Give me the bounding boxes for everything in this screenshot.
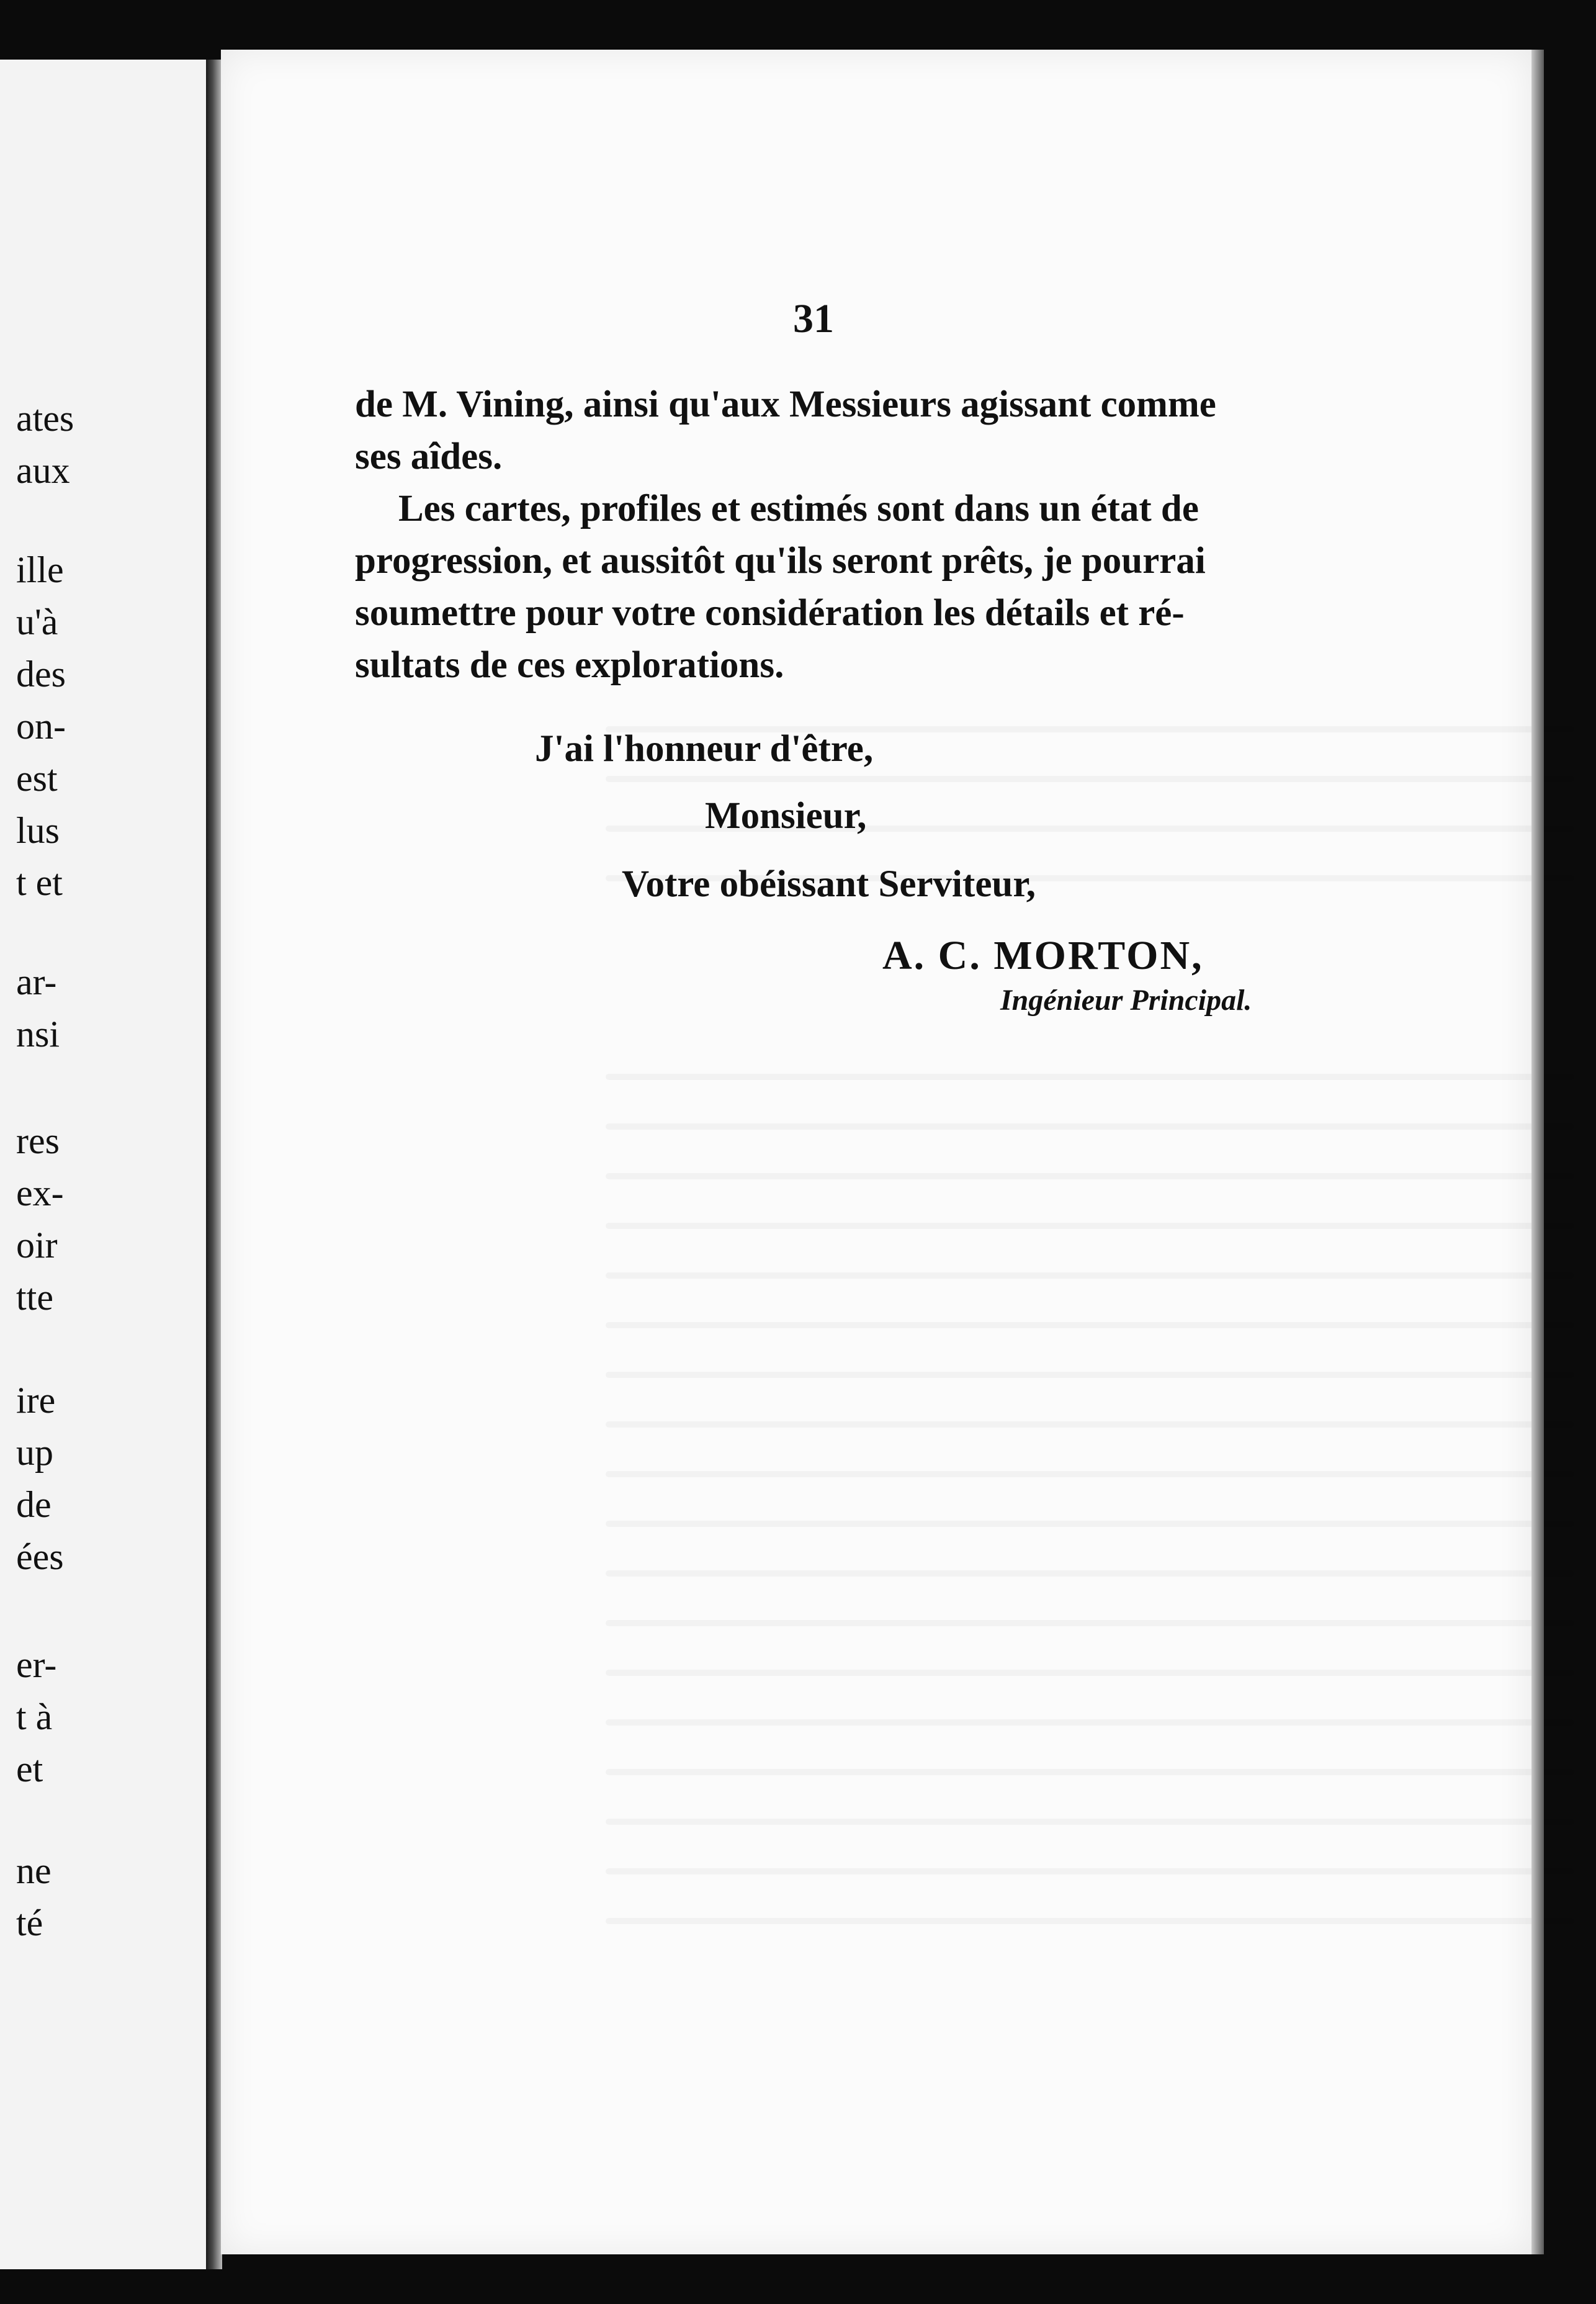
left-page-fragment: t à <box>16 1696 53 1737</box>
book-gutter <box>206 60 222 2269</box>
show-through-line <box>606 1819 1574 1825</box>
closing-servant: Votre obéissant Serviteur, <box>622 863 1036 905</box>
show-through-line <box>606 1223 1574 1229</box>
left-page-fragment: aux <box>16 450 70 491</box>
left-page-fragment: de <box>16 1484 52 1525</box>
left-page-fragment: ar- <box>16 961 57 1002</box>
left-page-fragment: up <box>16 1432 53 1473</box>
body-line: sultats de ces explorations. <box>355 644 784 686</box>
left-page-fragment: ire <box>16 1380 56 1421</box>
show-through-line <box>606 1074 1574 1080</box>
show-through-line <box>606 1570 1574 1577</box>
show-through-line <box>606 1918 1574 1924</box>
page-number: 31 <box>793 296 834 341</box>
body-line: progression, et aussitôt qu'ils seront prêts, je pourrai <box>355 540 1206 582</box>
show-through-line <box>606 776 1574 782</box>
left-page-fragment: ne <box>16 1850 52 1891</box>
body-line: soumettre pour votre considération les détails et ré- <box>355 592 1185 634</box>
show-through-line <box>606 1620 1574 1626</box>
show-through-line <box>606 1272 1574 1279</box>
closing-address: Monsieur, <box>705 795 867 837</box>
left-page-fragment: res <box>16 1120 60 1161</box>
left-page-fragment: té <box>16 1902 43 1943</box>
show-through-line <box>606 1123 1574 1130</box>
left-page-fragment: ille <box>16 549 64 590</box>
show-through-line <box>606 1670 1574 1676</box>
show-through-line <box>606 1471 1574 1477</box>
show-through-line <box>606 1868 1574 1874</box>
left-page-fragment: ées <box>16 1536 64 1577</box>
left-page-fragment: er- <box>16 1644 57 1685</box>
show-through-line <box>606 1719 1574 1726</box>
signature-title: Ingénieur Principal. <box>1000 984 1252 1017</box>
left-page-fragment: ex- <box>16 1172 64 1213</box>
show-through-line <box>606 1372 1574 1378</box>
show-through-line <box>606 1769 1574 1775</box>
left-page-fragment: on- <box>16 706 66 747</box>
left-page-fragment: lus <box>16 810 60 851</box>
left-page-fragment: tte <box>16 1277 53 1318</box>
left-page-fragment: t et <box>16 862 63 903</box>
show-through-line <box>606 1521 1574 1527</box>
body-line: de M. Vining, ainsi qu'aux Messieurs agissant comme <box>355 384 1216 425</box>
signature-name: A. C. MORTON, <box>882 933 1204 978</box>
body-line: ses aîdes. <box>355 436 503 477</box>
show-through-line <box>606 1322 1574 1328</box>
body-line: Les cartes, profiles et estimés sont dans un état de <box>398 488 1199 529</box>
show-through-line <box>606 1173 1574 1179</box>
left-page-fragment: u'à <box>16 601 58 642</box>
show-through-line <box>606 1421 1574 1428</box>
left-page-fragment: et <box>16 1748 43 1789</box>
left-page-fragment: oir <box>16 1225 58 1266</box>
left-page-fragment: est <box>16 758 58 799</box>
letter-body <box>355 379 1298 691</box>
left-page-fragment: des <box>16 654 66 695</box>
closing-salutation: J'ai l'honneur d'être, <box>535 728 874 770</box>
page-edge <box>1531 50 1544 2254</box>
left-page-margin <box>0 60 208 2269</box>
left-page-fragment: ates <box>16 398 74 439</box>
left-page-fragment: nsi <box>16 1014 60 1055</box>
